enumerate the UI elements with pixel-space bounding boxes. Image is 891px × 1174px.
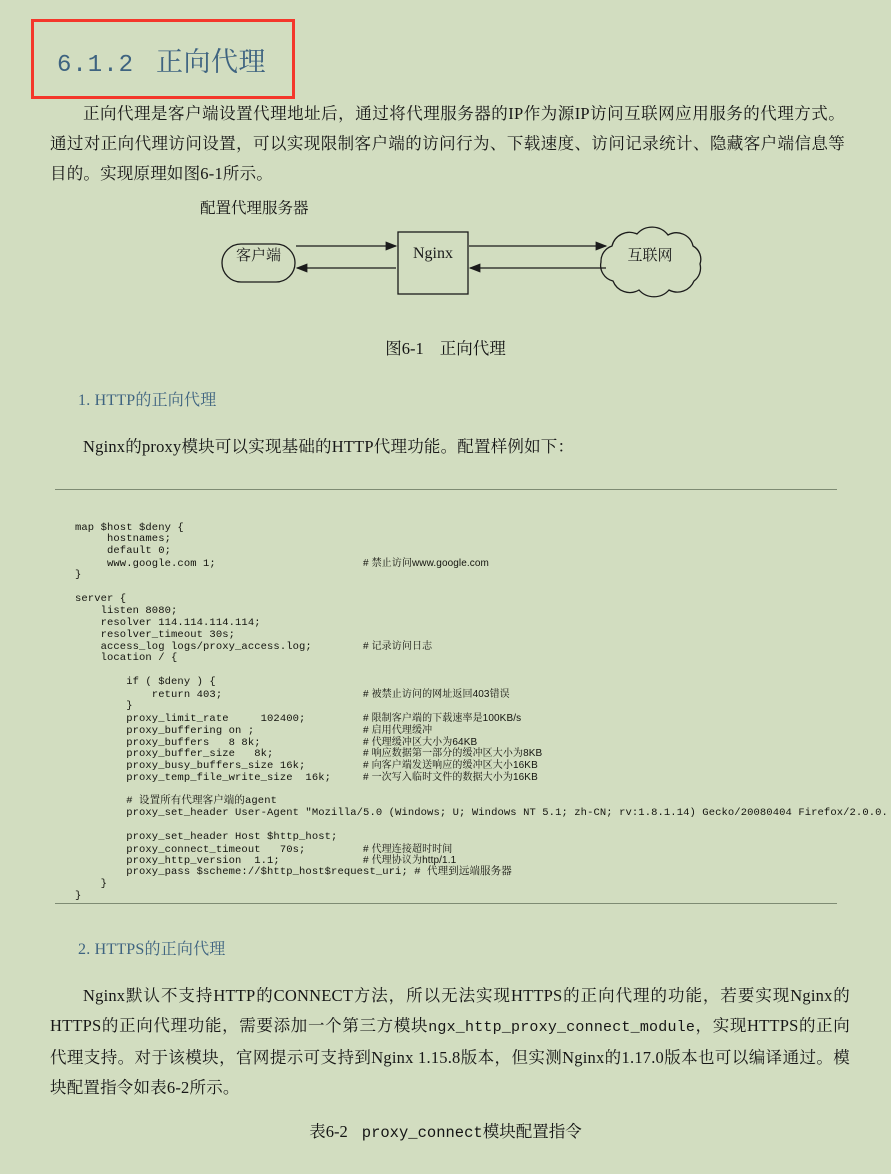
proxy-node-label: Nginx bbox=[413, 245, 453, 262]
proxy-node-shape bbox=[398, 232, 468, 294]
code-comment: # 一次写入临时文件的数据大小为16KB bbox=[363, 772, 538, 784]
subheading-http-forward-proxy: 1. HTTP的正向代理 bbox=[78, 392, 217, 409]
module-name: ngx_http_proxy_connect_module bbox=[428, 1019, 696, 1036]
code-line: access_log logs/proxy_access.log; # 记录访问日志 bbox=[75, 641, 433, 654]
code-line: } bbox=[75, 878, 108, 891]
code-line: listen 8080; bbox=[75, 604, 178, 617]
code-line bbox=[75, 582, 891, 594]
code-line: proxy_buffering on ; # 启用代理缓冲 bbox=[75, 724, 433, 737]
code-comment: # 记录访问日志 bbox=[363, 641, 433, 653]
page-title bbox=[57, 40, 266, 79]
code-comment: # 限制客户端的下载速率是100KB/s bbox=[363, 712, 522, 724]
https-text-part1: Nginx默认不支持HTTP的CONNECT方法，所以无法实现HTTPS的正向代理的功能，若要实现Nginx的HTTPS的正向代理功能，需要添加一个第三方模块 bbox=[50, 986, 850, 1035]
code-line: proxy_busy_buffers_size 16k; # 向客户端发送响应的缓冲区大小16KB bbox=[75, 760, 538, 773]
code-line: proxy_set_header User-Agent "Mozilla/5.0 (Windows; U; Windows NT 5.1; zh-CN; rv:1.8.1.14) Gecko/20080404 Firefox/2.0.0. bbox=[75, 806, 888, 819]
code-line: # 设置所有代理客户端的agent bbox=[75, 794, 278, 807]
figure-caption bbox=[0, 335, 891, 359]
code-line: proxy_connect_timeout 70s; # 代理连接超时时间 bbox=[75, 843, 453, 856]
code-line: location / { bbox=[75, 652, 178, 665]
code-line: server { bbox=[75, 592, 127, 605]
code-block-bottom-divider bbox=[55, 903, 837, 904]
figure-title: 正向代理 bbox=[439, 339, 506, 358]
code-line: return 403; # 被禁止访问的网址返回403错误 bbox=[75, 688, 510, 701]
table-module-name: proxy_connect bbox=[361, 1124, 483, 1142]
code-line: proxy_pass $scheme://$http_host$request_uri; # 代理到远端服务器 bbox=[75, 866, 512, 879]
table-number: 表6-2 bbox=[309, 1122, 348, 1141]
code-line: } bbox=[75, 699, 133, 712]
code-line: hostnames; bbox=[75, 533, 172, 546]
nginx-config-code-block bbox=[75, 523, 891, 904]
code-comment: # 响应数据第一部分的缓冲区大小为8KB bbox=[363, 748, 543, 760]
code-line: proxy_buffers 8 8k; # 代理缓冲区大小为64KB bbox=[75, 736, 478, 749]
code-comment: # 被禁止访问的网址返回403错误 bbox=[363, 688, 510, 700]
code-line: } bbox=[75, 890, 82, 903]
table-caption bbox=[0, 1118, 891, 1142]
code-line: if ( $deny ) { bbox=[75, 676, 216, 689]
code-line: map $host $deny { bbox=[75, 521, 184, 534]
code-line: www.google.com 1; # 禁止访问www.google.com bbox=[75, 558, 489, 571]
section-number: 6.1.2 bbox=[57, 52, 135, 79]
code-block-top-divider bbox=[55, 489, 837, 490]
code-comment: # 向客户端发送响应的缓冲区大小16KB bbox=[363, 760, 538, 772]
diagram-svg bbox=[0, 218, 891, 338]
client-node-label: 客户端 bbox=[235, 248, 281, 264]
code-line: proxy_buffer_size 8k; # 响应数据第一部分的缓冲区大小为8KB bbox=[75, 748, 543, 761]
code-line: } bbox=[75, 569, 82, 582]
code-comment: # 代理连接超时时间 bbox=[363, 843, 453, 855]
http-intro-paragraph: Nginx的proxy模块可以实现基础的HTTP代理功能。配置样例如下： bbox=[83, 437, 575, 456]
code-line: proxy_temp_file_write_size 16k; # 一次写入临时文件的数据大小为16KB bbox=[75, 772, 538, 785]
forward-proxy-diagram bbox=[0, 196, 891, 316]
https-paragraph bbox=[50, 981, 850, 1103]
code-line bbox=[75, 820, 891, 832]
table-title: 模块配置指令 bbox=[482, 1122, 582, 1141]
code-line: resolver_timeout 30s; bbox=[75, 628, 236, 641]
https-text-part2: ，实现HTTPS的正向代理支持。对于该模块，官网提示可支持到Nginx 1.15.8版本，但实测Nginx的1.17.0版本也可以编译通过。模块配置指令如表6-2所示。 bbox=[50, 1016, 850, 1097]
subheading-https-forward-proxy: 2. HTTPS的正向代理 bbox=[78, 941, 226, 958]
code-line: proxy_set_header Host $http_host; bbox=[75, 830, 338, 843]
code-comment: # 代理协议为http/1.1 bbox=[363, 855, 457, 867]
section-title: 正向代理 bbox=[156, 47, 267, 77]
diagram-label-proxy-server: 配置代理服务器 bbox=[200, 200, 309, 217]
code-comment: # 代理缓冲区大小为64KB bbox=[363, 736, 478, 748]
code-line: resolver 114.114.114.114; bbox=[75, 616, 261, 629]
code-line: default 0; bbox=[75, 545, 172, 558]
internet-node-label: 互联网 bbox=[627, 248, 673, 264]
code-comment: # 禁止访问www.google.com bbox=[363, 558, 489, 570]
code-line: proxy_http_version 1.1; # 代理协议为http/1.1 bbox=[75, 855, 457, 868]
intro-paragraph: 正向代理是客户端设置代理地址后，通过将代理服务器的IP作为源IP访问互联网应用服务的代理方式。通过对正向代理访问设置，可以实现限制客户端的访问行为、下载速度、访问记录统计、隐藏客户端信息等目的。实现原理如图6-1所示。 bbox=[50, 104, 845, 183]
code-line: proxy_limit_rate 102400; # 限制客户端的下载速率是100KB/s bbox=[75, 712, 522, 725]
code-comment: # 启用代理缓冲 bbox=[363, 724, 433, 736]
figure-number: 图6-1 bbox=[385, 339, 424, 358]
